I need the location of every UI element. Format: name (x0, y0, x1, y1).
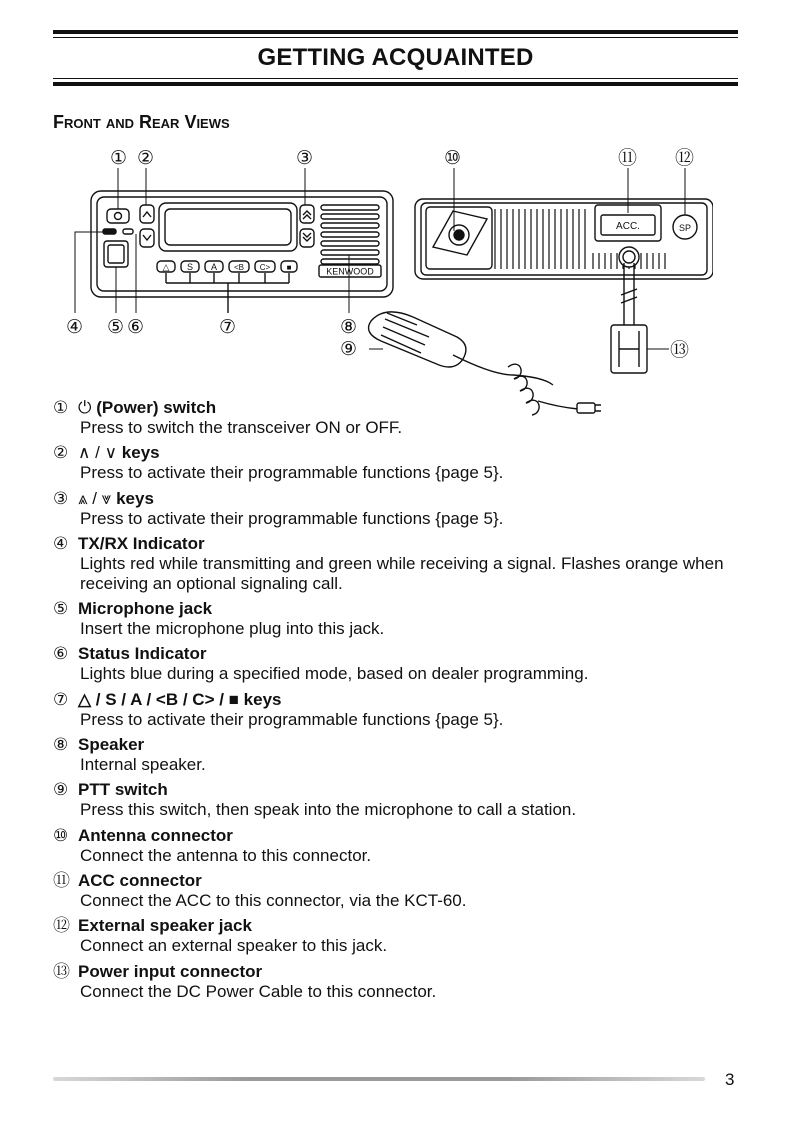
list-item (53, 489, 733, 529)
callout-1: ① (110, 148, 128, 169)
item-number: ⑬ (53, 961, 70, 981)
callout-12: ⑫ (675, 148, 695, 169)
item-description: Internal speaker. (80, 755, 206, 775)
list-item (53, 644, 733, 684)
sp-label: SP (678, 223, 692, 233)
item-number: ① (53, 398, 69, 417)
title-rule-top (53, 30, 738, 34)
up-down-icon: ∧ / ∨ (78, 443, 118, 463)
list-item (53, 962, 733, 1002)
list-item (53, 826, 733, 866)
title-bar (53, 30, 738, 86)
list-item (53, 599, 733, 639)
title-rule-bottom (53, 82, 738, 86)
svg-text:△: △ (162, 262, 170, 272)
svg-text:<B: <B (233, 263, 245, 272)
item-description: Press to activate their programmable functions {page 5}. (80, 508, 504, 528)
callout-7: ⑦ (219, 317, 237, 338)
item-number: ⑨ (53, 780, 69, 800)
item-description: Press to activate their programmable functions {page 5}. (80, 709, 504, 729)
item-number: ⑥ (53, 644, 69, 664)
item-title: External speaker jack (78, 916, 252, 936)
svg-text:S: S (186, 262, 194, 272)
item-number: ⑦ (53, 689, 69, 709)
item-number: ③ (53, 488, 69, 508)
item-description: Press to switch the transceiver ON or OFF. (80, 418, 403, 437)
callout-3: ③ (296, 148, 314, 169)
callout-2: ② (137, 148, 155, 169)
callout-4: ④ (66, 317, 84, 338)
item-description: Press to activate their programmable functions {page 5}. (80, 463, 504, 483)
item-number: ⑩ (53, 825, 69, 845)
item-title: Power input connector (78, 961, 263, 981)
item-title: △ / S / A / <B / C> / ■ keys (78, 689, 282, 709)
item-title: keys (116, 488, 154, 508)
item-title: (Power) switch (96, 398, 217, 417)
item-title: TX/RX Indicator (78, 533, 205, 553)
callout-10: ⑩ (444, 148, 462, 169)
item-description: Connect an external speaker to this jack. (80, 936, 388, 956)
item-description: Lights blue during a specified mode, based on dealer programming. (80, 664, 589, 684)
power-icon: ⏻ (78, 398, 92, 417)
double-up-down-icon: ⩓ / ⩔ (78, 488, 112, 508)
item-description: Lights red while transmitting and green while receiving a signal. Flashes orange when receiving an optional signaling call. (80, 553, 724, 593)
item-title: ACC connector (78, 870, 202, 890)
page-number: 3 (725, 1070, 735, 1089)
callout-5: ⑤ (107, 317, 125, 338)
item-number: ⑪ (53, 870, 70, 890)
title-rule-bottom-thin (53, 78, 738, 79)
callout-9: ⑨ (340, 339, 358, 360)
list-item (53, 690, 733, 730)
item-number: ⑤ (53, 599, 69, 619)
callout-6: ⑥ (127, 317, 145, 338)
item-title: Speaker (78, 735, 145, 755)
item-number: ② (53, 443, 69, 463)
section-heading: Front and Rear Views (53, 112, 230, 132)
item-description: Connect the ACC to this connector, via the KCT-60. (80, 890, 467, 910)
list-item (53, 780, 733, 820)
item-number: ⑧ (53, 735, 69, 755)
callout-13: ⑬ (670, 340, 690, 361)
svg-text:A: A (210, 262, 218, 272)
svg-text:■: ■ (286, 263, 292, 272)
item-title: keys (121, 443, 160, 463)
list-item (53, 443, 733, 483)
svg-text:C>: C> (259, 263, 271, 272)
acc-label: ACC. (616, 221, 640, 232)
item-title: PTT switch (78, 780, 168, 800)
item-title: Status Indicator (78, 644, 207, 664)
item-description: Press this switch, then speak into the microphone to call a station. (80, 800, 577, 820)
item-description: Connect the antenna to this connector. (80, 845, 372, 865)
item-number: ⑫ (53, 916, 70, 936)
list-item (53, 534, 733, 594)
item-description: Connect the DC Power Cable to this connector. (80, 981, 437, 1001)
item-description: Insert the microphone plug into this jack. (80, 619, 385, 639)
item-title: Antenna connector (78, 825, 233, 845)
callout-8: ⑧ (340, 317, 358, 338)
item-title: Microphone jack (78, 599, 213, 619)
item-number: ④ (53, 533, 69, 553)
radio-illustration (53, 143, 713, 423)
callout-11: ⑪ (618, 148, 638, 169)
list-item (53, 735, 733, 775)
footer-rule (53, 1077, 705, 1081)
page-title: GETTING ACQUAINTED (257, 44, 534, 71)
list-item (53, 916, 733, 956)
list-item (53, 398, 733, 438)
brand-label: KENWOOD (326, 266, 374, 277)
list-item (53, 871, 733, 911)
item-list (53, 398, 733, 1007)
